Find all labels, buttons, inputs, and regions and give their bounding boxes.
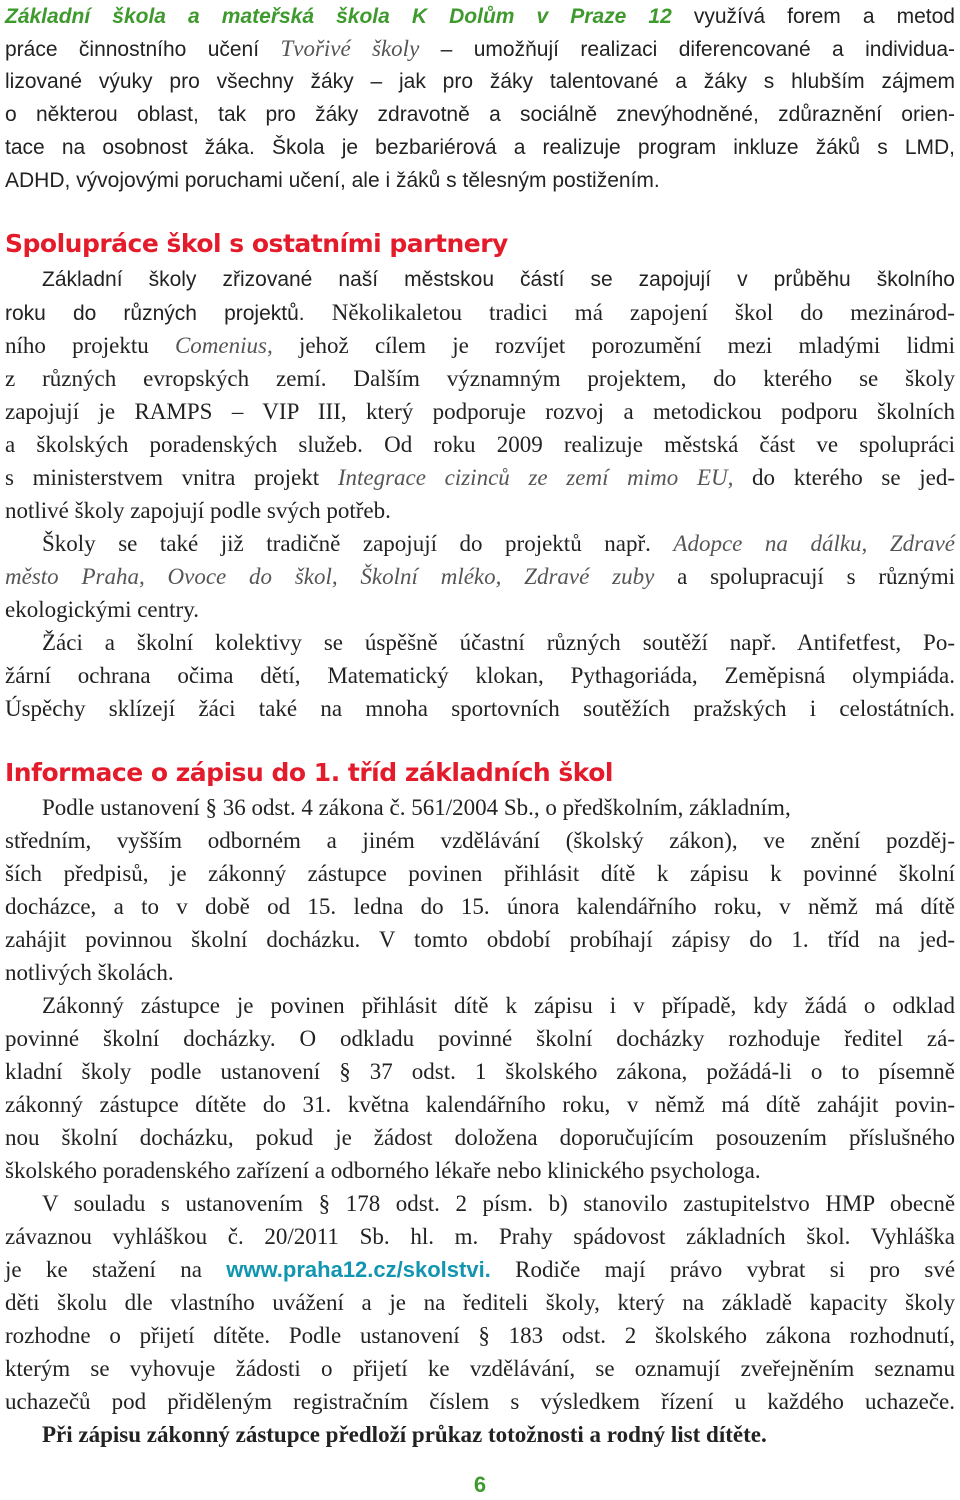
competitions-line-2: žární ochrana očima dětí, Matematický klokan, Pythagoriáda, Zeměpisná olympiáda. bbox=[5, 663, 955, 688]
partners-line-1: Základní školy zřizované naší městskou částí se zapojují v průběhu školního bbox=[42, 268, 955, 291]
projects-line-2: město Praha, Ovoce do škol, Školní mléko, Zdravé zuby a spolupracují s různými bbox=[5, 564, 955, 589]
enrollment-line-5: zahájit povinnou školní docházku. V tomto období probíhají zápisy do 1. tříd na jed- bbox=[5, 927, 955, 952]
competitions-line-3: Úspěchy sklízejí žáci také na mnoha sportovních soutěžích pražských i celostátních. bbox=[5, 696, 955, 721]
partners-line-2: roku do různých projektů. Několikaletou tradici má zapojení škol do mezinárod- bbox=[5, 300, 955, 325]
intro-line-6: ADHD, vývojovými poruchami učení, ale i žáků s tělesným postižením. bbox=[5, 169, 660, 192]
enrollment-line-3: ších předpisů, je zákonný zástupce povinen přihlásit dítě k zápisu k povinné školní bbox=[5, 861, 955, 886]
partners-line-5: zapojují je RAMPS – VIP III, který podporuje rozvoj a metodickou podporu školních bbox=[5, 399, 955, 424]
intro-line-1: Základní škola a mateřská škola K Dolům v Praze 12 využívá forem a metod bbox=[5, 5, 955, 28]
projects-line-1: Školy se také již tradičně zapojují do projektů např. Adopce na dálku, Zdravé bbox=[42, 531, 955, 556]
deferral-line-4: zákonný zástupce dítěte do 31. května kalendářního roku, v němž má dítě zahájit povin- bbox=[5, 1092, 955, 1117]
projects-line-3: ekologickými centry. bbox=[5, 597, 199, 622]
catchment-line-2: závaznou vyhláškou č. 20/2011 Sb. hl. m. Prahy spádovost základních škol. Vyhláška bbox=[5, 1224, 955, 1249]
partners-line-7: s ministerstvem vnitra projekt Integrace cizinců ze zemí mimo EU, do kterého se jed- bbox=[5, 465, 955, 490]
enrollment-line-4: docházce, a to v době od 15. ledna do 15. února kalendářního roku, v němž má dítě bbox=[5, 894, 955, 919]
final-note: Při zápisu zákonný zástupce předloží průkaz totožnosti a rodný list dítěte. bbox=[42, 1422, 767, 1447]
intro-line-2: práce činnostního učení Tvořivé školy – umožňují realizaci diferencované a individua- bbox=[5, 36, 955, 61]
partners-line-4: z různých evropských zemí. Dalším významným projektem, do kterého se školy bbox=[5, 366, 955, 391]
partners-line-3: ního projektu Comenius, jehož cílem je rozvíjet porozumění mezi mladými lidmi bbox=[5, 333, 956, 358]
intro-line-5: tace na osobnost žáka. Škola je bezbariérová a realizuje program inkluze žáků s LMD, bbox=[5, 136, 955, 159]
enrollment-line-1: Podle ustanovení § 36 odst. 4 zákona č. 561/2004 Sb., o předškolním, základním, bbox=[42, 795, 791, 820]
catchment-line-1: V souladu s ustanovením § 178 odst. 2 písm. b) stanovilo zastupitelstvo HMP obecně bbox=[42, 1191, 956, 1216]
deferral-line-6: školského poradenského zařízení a odborného lékaře nebo klinického psychologa. bbox=[5, 1158, 761, 1183]
catchment-line-3: je ke stažení na www.praha12.cz/skolstvi. Rodiče mají právo vybrat si pro své bbox=[5, 1257, 956, 1282]
school-name: Základní škola a mateřská škola K Dolům v Praze 12 bbox=[5, 5, 672, 28]
catchment-line-7: uchazečů pod přiděleným registračním číslem s výsledkem řízení u každého uchazeče. bbox=[5, 1389, 955, 1414]
program-name: Tvořivé školy bbox=[280, 36, 420, 61]
catchment-line-5: rozhodne o přijetí dítěte. Podle ustanovení § 183 odst. 2 školského zákona rozhodnutí, bbox=[5, 1323, 955, 1348]
deferral-line-3: kladní školy podle ustanovení § 37 odst. 1 školského zákona, požádá-li o to písemně bbox=[5, 1059, 955, 1084]
catchment-line-4: děti školu dle vlastního uvážení a je na řediteli školy, který na základě kapacity školy bbox=[5, 1290, 955, 1315]
competitions-line-1: Žáci a školní kolektivy se úspěšně účastní různých soutěží např. Antifetfest, Po- bbox=[42, 630, 955, 655]
section-sign-icon: § bbox=[339, 1059, 351, 1084]
section-heading-enrollment: Informace o zápisu do 1. tříd základních škol bbox=[5, 758, 613, 787]
section-heading-partners: Spolupráce škol s ostatními partnery bbox=[5, 229, 508, 258]
intro-line-3: lizované výuky pro všechny žáky – jak pro žáky talentované a žáky s hlubším zájmem bbox=[5, 70, 955, 93]
partners-line-8: notlivé školy zapojují podle svých potřeb. bbox=[5, 498, 391, 523]
page-number: 6 bbox=[473, 1472, 487, 1497]
section-sign-icon: § bbox=[205, 795, 218, 820]
project-integrace: Integrace cizinců ze zemí mimo EU, bbox=[337, 465, 734, 490]
project-comenius: Comenius, bbox=[174, 333, 273, 358]
skolstvi-link[interactable]: www.praha12.cz/skolstvi. bbox=[226, 1257, 491, 1282]
deferral-line-1: Zákonný zástupce je povinen přihlásit dítě k zápisu i v případě, kdy žádá o odklad bbox=[42, 993, 955, 1018]
partners-line-6: a školských poradenských služeb. Od roku 2009 realizuje městská část ve spolupráci bbox=[5, 432, 956, 457]
section-sign-icon: § bbox=[478, 1323, 490, 1348]
section-sign-icon: § bbox=[318, 1191, 331, 1216]
catchment-line-6: kterým se vyhovuje žádosti o přijetí ke vzdělávání, se oznamují zveřejněním seznamu bbox=[5, 1356, 955, 1381]
deferral-line-2: povinné školní docházky. O odkladu povinné školní docházky rozhoduje ředitel zá- bbox=[5, 1026, 955, 1051]
enrollment-line-6: notlivých školách. bbox=[5, 960, 174, 985]
enrollment-line-2: středním, vyšším odborném a jiném vzdělávání (školský zákon), ve znění pozděj- bbox=[5, 828, 955, 853]
intro-line-4: o některou oblast, tak pro žáky zdravotně a sociálně znevýhodněné, zdůraznění orien- bbox=[5, 103, 955, 126]
deferral-line-5: nou školní docházku, pokud je žádost doložena doporučujícím posouzením příslušného bbox=[5, 1125, 955, 1150]
